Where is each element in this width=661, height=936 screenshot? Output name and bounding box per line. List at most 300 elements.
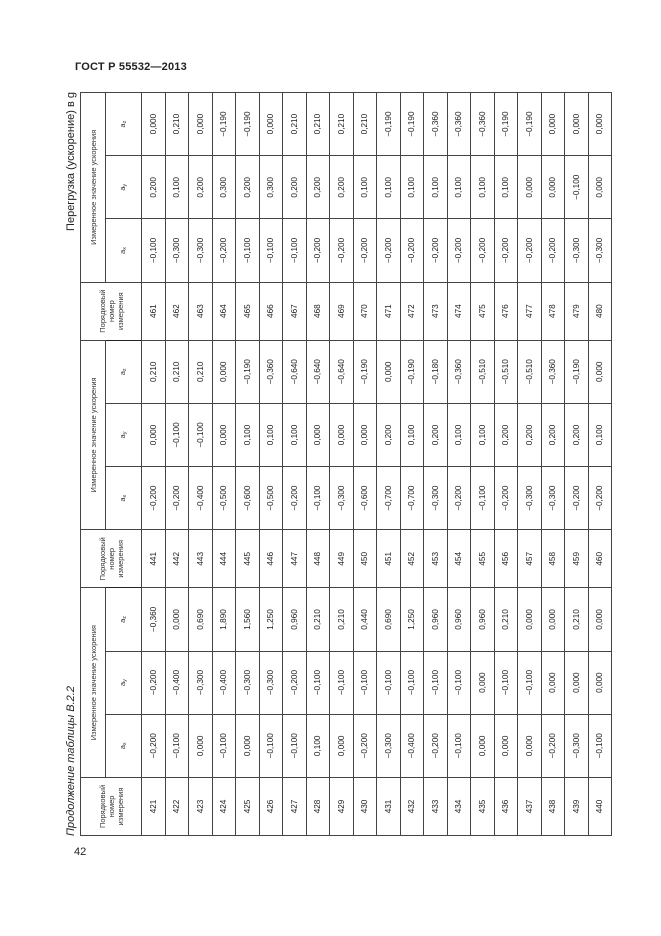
cell-acceleration-value: −0,100 — [565, 156, 589, 219]
header-number-line: номер — [106, 795, 116, 818]
cell-acceleration-value: −0,400 — [400, 714, 424, 777]
cell-measurement-number: 476 — [494, 282, 518, 340]
table-row — [424, 93, 448, 836]
cell-acceleration-value: −0,640 — [330, 340, 354, 403]
cell-acceleration-value: −0,600 — [353, 467, 377, 530]
cell-acceleration-value: 0,100 — [236, 403, 260, 466]
cell-acceleration-value: −0,200 — [142, 714, 166, 777]
cell-acceleration-value: −0,100 — [377, 651, 401, 714]
cell-acceleration-value: 0,100 — [424, 156, 448, 219]
cell-acceleration-value: −0,100 — [165, 403, 189, 466]
header-axis-y — [106, 651, 142, 714]
table-row — [447, 93, 471, 836]
cell-acceleration-value: −0,300 — [189, 219, 213, 282]
cell-acceleration-value: −0,200 — [283, 651, 307, 714]
table-row — [142, 93, 166, 836]
cell-acceleration-value: 0,000 — [588, 93, 612, 156]
header-axis-x — [106, 467, 142, 530]
table-row — [494, 93, 518, 836]
table-row — [236, 93, 260, 836]
axis-symbol: a — [117, 186, 127, 191]
header-axis-z — [106, 588, 142, 651]
cell-acceleration-value: −0,100 — [259, 714, 283, 777]
cell-acceleration-value: 0,960 — [283, 588, 307, 651]
cell-acceleration-value: −0,190 — [236, 93, 260, 156]
cell-acceleration-value: −0,360 — [259, 340, 283, 403]
cell-acceleration-value: 0,210 — [165, 340, 189, 403]
cell-measurement-number: 479 — [565, 282, 589, 340]
cell-acceleration-value: 0,000 — [541, 93, 565, 156]
table-row — [283, 93, 307, 836]
table-row — [212, 93, 236, 836]
cell-measurement-number: 438 — [541, 777, 565, 835]
cell-acceleration-value: −0,100 — [236, 219, 260, 282]
cell-acceleration-value: −0,640 — [283, 340, 307, 403]
cell-measurement-number: 453 — [424, 530, 448, 588]
header-measurement-number — [81, 282, 142, 340]
cell-acceleration-value: 0,200 — [565, 403, 589, 466]
cell-measurement-number: 471 — [377, 282, 401, 340]
cell-measurement-number: 452 — [400, 530, 424, 588]
cell-acceleration-value: −0,400 — [189, 467, 213, 530]
cell-measurement-number: 436 — [494, 777, 518, 835]
cell-acceleration-value: 0,100 — [259, 403, 283, 466]
cell-acceleration-value: −0,300 — [330, 467, 354, 530]
axis-symbol: a — [117, 123, 127, 128]
cell-acceleration-value: 0,200 — [142, 156, 166, 219]
cell-measurement-number: 426 — [259, 777, 283, 835]
cell-acceleration-value: −0,100 — [212, 714, 236, 777]
cell-measurement-number: 463 — [189, 282, 213, 340]
cell-acceleration-value: −0,300 — [424, 467, 448, 530]
axis-subscript: y — [121, 679, 128, 682]
cell-acceleration-value: −0,200 — [541, 219, 565, 282]
cell-acceleration-value: 0,100 — [471, 403, 495, 466]
cell-acceleration-value: 1,250 — [400, 588, 424, 651]
cell-acceleration-value: −0,100 — [494, 651, 518, 714]
cell-acceleration-value: −0,200 — [165, 467, 189, 530]
cell-acceleration-value: −0,300 — [518, 467, 542, 530]
cell-measurement-number: 430 — [353, 777, 377, 835]
cell-acceleration-value: −0,200 — [142, 651, 166, 714]
cell-acceleration-value: −0,360 — [471, 93, 495, 156]
cell-acceleration-value: 0,000 — [541, 651, 565, 714]
cell-acceleration-value: −0,600 — [236, 467, 260, 530]
cell-acceleration-value: 0,960 — [447, 588, 471, 651]
cell-measurement-number: 466 — [259, 282, 283, 340]
units-caption: Перегрузка (ускорение) в g — [65, 92, 77, 231]
cell-acceleration-value: −0,100 — [283, 714, 307, 777]
cell-acceleration-value: 0,440 — [353, 588, 377, 651]
cell-acceleration-value: 0,000 — [518, 714, 542, 777]
cell-measurement-number: 472 — [400, 282, 424, 340]
cell-measurement-number: 423 — [189, 777, 213, 835]
cell-acceleration-value: −0,190 — [494, 93, 518, 156]
cell-measurement-number: 431 — [377, 777, 401, 835]
header-measurement-number — [81, 777, 142, 835]
header-measurement-number — [81, 530, 142, 588]
cell-acceleration-value: 0,210 — [565, 588, 589, 651]
cell-acceleration-value: −0,360 — [424, 93, 448, 156]
cell-measurement-number: 480 — [588, 282, 612, 340]
cell-acceleration-value: −0,200 — [400, 219, 424, 282]
cell-acceleration-value: 0,200 — [377, 403, 401, 466]
cell-acceleration-value: 0,210 — [306, 588, 330, 651]
cell-acceleration-value: 1,250 — [259, 588, 283, 651]
cell-acceleration-value: −0,300 — [565, 219, 589, 282]
axis-symbol: a — [117, 371, 127, 376]
cell-acceleration-value: −0,510 — [518, 340, 542, 403]
cell-acceleration-value: 0,690 — [377, 588, 401, 651]
cell-acceleration-value: −0,190 — [518, 93, 542, 156]
header-acceleration-group: Измеренное значение ускорения — [81, 93, 106, 283]
axis-symbol: a — [117, 497, 127, 502]
cell-acceleration-value: 0,100 — [306, 714, 330, 777]
cell-acceleration-value: 0,000 — [471, 651, 495, 714]
cell-measurement-number: 443 — [189, 530, 213, 588]
cell-acceleration-value: 0,100 — [400, 403, 424, 466]
cell-acceleration-value: 0,200 — [236, 156, 260, 219]
cell-acceleration-value: −0,300 — [588, 219, 612, 282]
cell-measurement-number: 478 — [541, 282, 565, 340]
cell-acceleration-value: −0,200 — [283, 467, 307, 530]
cell-acceleration-value: −0,200 — [424, 714, 448, 777]
cell-acceleration-value: 0,000 — [330, 403, 354, 466]
cell-acceleration-value: −0,190 — [400, 340, 424, 403]
document-header: ГОСТ Р 55532—2013 — [75, 61, 187, 73]
cell-acceleration-value: −0,100 — [447, 714, 471, 777]
cell-acceleration-value: −0,100 — [306, 467, 330, 530]
cell-acceleration-value: 0,100 — [377, 156, 401, 219]
cell-acceleration-value: −0,300 — [377, 714, 401, 777]
cell-measurement-number: 474 — [447, 282, 471, 340]
header-number-line: номер — [106, 300, 116, 323]
cell-acceleration-value: −0,200 — [447, 467, 471, 530]
cell-acceleration-value: −0,200 — [541, 714, 565, 777]
cell-measurement-number: 459 — [565, 530, 589, 588]
cell-acceleration-value: −0,300 — [236, 651, 260, 714]
cell-measurement-number: 465 — [236, 282, 260, 340]
cell-measurement-number: 440 — [588, 777, 612, 835]
cell-acceleration-value: −0,200 — [518, 219, 542, 282]
cell-acceleration-value: 0,000 — [565, 651, 589, 714]
table-row — [400, 93, 424, 836]
cell-measurement-number: 458 — [541, 530, 565, 588]
cell-acceleration-value: 0,210 — [142, 340, 166, 403]
cell-acceleration-value: −0,200 — [353, 219, 377, 282]
cell-acceleration-value: 0,000 — [189, 93, 213, 156]
axis-subscript: y — [121, 431, 128, 435]
cell-acceleration-value: −0,100 — [165, 714, 189, 777]
table-row — [330, 93, 354, 836]
cell-measurement-number: 439 — [565, 777, 589, 835]
cell-acceleration-value: −0,700 — [377, 467, 401, 530]
cell-measurement-number: 441 — [142, 530, 166, 588]
acceleration-table — [80, 92, 612, 836]
axis-symbol: a — [117, 745, 127, 750]
cell-acceleration-value: 0,210 — [306, 93, 330, 156]
cell-acceleration-value: −0,100 — [353, 651, 377, 714]
cell-measurement-number: 447 — [283, 530, 307, 588]
cell-acceleration-value: 1,560 — [236, 588, 260, 651]
cell-acceleration-value: −0,100 — [447, 651, 471, 714]
header-number-line: измерения — [115, 292, 125, 330]
cell-acceleration-value: 0,000 — [518, 156, 542, 219]
cell-acceleration-value: −0,200 — [353, 714, 377, 777]
cell-acceleration-value: 0,200 — [306, 156, 330, 219]
header-number-line: измерения — [115, 787, 125, 826]
cell-measurement-number: 422 — [165, 777, 189, 835]
header-axis-z — [106, 340, 142, 403]
cell-acceleration-value: 0,210 — [189, 340, 213, 403]
cell-measurement-number: 469 — [330, 282, 354, 340]
cell-acceleration-value: −0,400 — [165, 651, 189, 714]
cell-measurement-number: 467 — [283, 282, 307, 340]
cell-acceleration-value: 0,000 — [212, 403, 236, 466]
cell-acceleration-value: −0,200 — [212, 219, 236, 282]
cell-acceleration-value: −0,200 — [494, 467, 518, 530]
cell-acceleration-value: −0,200 — [565, 467, 589, 530]
header-number-line: Порядковый — [97, 784, 107, 829]
axis-subscript: z — [121, 615, 128, 619]
cell-acceleration-value: 0,200 — [424, 403, 448, 466]
cell-acceleration-value: 0,000 — [142, 93, 166, 156]
cell-acceleration-value: 0,100 — [165, 156, 189, 219]
cell-measurement-number: 427 — [283, 777, 307, 835]
axis-symbol: a — [117, 434, 127, 439]
axis-symbol: a — [117, 249, 127, 254]
cell-acceleration-value: 0,000 — [518, 588, 542, 651]
cell-acceleration-value: 0,000 — [236, 714, 260, 777]
cell-measurement-number: 477 — [518, 282, 542, 340]
cell-acceleration-value: 0,000 — [565, 93, 589, 156]
cell-measurement-number: 451 — [377, 530, 401, 588]
cell-acceleration-value: 0,100 — [447, 403, 471, 466]
cell-measurement-number: 445 — [236, 530, 260, 588]
cell-measurement-number: 424 — [212, 777, 236, 835]
cell-acceleration-value: −0,100 — [142, 219, 166, 282]
cell-acceleration-value: −0,300 — [189, 651, 213, 714]
cell-acceleration-value: 0,200 — [541, 403, 565, 466]
cell-acceleration-value: 0,100 — [283, 403, 307, 466]
header-acceleration-group: Измеренное значение ускорения — [81, 588, 106, 778]
table-row — [588, 93, 612, 836]
cell-acceleration-value: 0,100 — [400, 156, 424, 219]
cell-acceleration-value: −0,100 — [330, 651, 354, 714]
cell-measurement-number: 457 — [518, 530, 542, 588]
cell-acceleration-value: 0,200 — [494, 403, 518, 466]
cell-acceleration-value: −0,100 — [283, 219, 307, 282]
cell-acceleration-value: 0,100 — [588, 403, 612, 466]
header-axis-z — [106, 93, 142, 156]
cell-acceleration-value: −0,510 — [471, 340, 495, 403]
cell-acceleration-value: 0,000 — [330, 714, 354, 777]
axis-symbol: a — [117, 618, 127, 623]
rotated-content — [64, 92, 616, 836]
cell-acceleration-value: 0,000 — [212, 340, 236, 403]
cell-acceleration-value: 0,100 — [447, 156, 471, 219]
cell-acceleration-value: −0,190 — [400, 93, 424, 156]
table-row — [518, 93, 542, 836]
header-axis-x — [106, 714, 142, 777]
cell-acceleration-value: −0,200 — [330, 219, 354, 282]
cell-acceleration-value: −0,200 — [377, 219, 401, 282]
axis-subscript: x — [121, 494, 128, 498]
table-row — [259, 93, 283, 836]
cell-acceleration-value: 0,000 — [588, 588, 612, 651]
page-number: 42 — [74, 846, 87, 858]
cell-acceleration-value: −0,190 — [212, 93, 236, 156]
cell-measurement-number: 450 — [353, 530, 377, 588]
table-row — [565, 93, 589, 836]
cell-acceleration-value: 0,210 — [494, 588, 518, 651]
cell-acceleration-value: −0,400 — [212, 651, 236, 714]
header-number-line: номер — [106, 547, 116, 570]
cell-acceleration-value: −0,180 — [424, 340, 448, 403]
cell-measurement-number: 455 — [471, 530, 495, 588]
cell-acceleration-value: 0,200 — [189, 156, 213, 219]
cell-acceleration-value: −0,100 — [306, 651, 330, 714]
cell-acceleration-value: −0,100 — [400, 651, 424, 714]
cell-acceleration-value: 0,690 — [189, 588, 213, 651]
table-continuation-caption: Продолжение таблицы В.2.2 — [65, 686, 77, 836]
axis-subscript: x — [121, 247, 128, 250]
cell-acceleration-value: −0,200 — [447, 219, 471, 282]
cell-acceleration-value: −0,190 — [353, 340, 377, 403]
table-row — [471, 93, 495, 836]
header-axis-y — [106, 156, 142, 219]
cell-acceleration-value: 0,000 — [494, 714, 518, 777]
cell-acceleration-value: −0,190 — [236, 340, 260, 403]
cell-measurement-number: 435 — [471, 777, 495, 835]
cell-acceleration-value: 0,000 — [471, 714, 495, 777]
cell-acceleration-value: 0,200 — [283, 156, 307, 219]
cell-measurement-number: 454 — [447, 530, 471, 588]
cell-acceleration-value: 0,960 — [424, 588, 448, 651]
cell-acceleration-value: 0,210 — [283, 93, 307, 156]
cell-acceleration-value: 0,210 — [330, 93, 354, 156]
cell-acceleration-value: 0,000 — [353, 403, 377, 466]
cell-acceleration-value: −0,200 — [494, 219, 518, 282]
header-number-line: измерения — [115, 539, 125, 578]
axis-subscript: x — [121, 742, 128, 746]
cell-measurement-number: 464 — [212, 282, 236, 340]
cell-acceleration-value: 0,100 — [471, 156, 495, 219]
axis-subscript: y — [121, 183, 128, 187]
cell-measurement-number: 470 — [353, 282, 377, 340]
cell-measurement-number: 461 — [142, 282, 166, 340]
cell-acceleration-value: −0,360 — [142, 588, 166, 651]
cell-acceleration-value: −0,100 — [518, 651, 542, 714]
header-axis-x — [106, 219, 142, 282]
header-number-line: Порядковый — [97, 289, 107, 333]
cell-acceleration-value: 0,210 — [165, 93, 189, 156]
cell-acceleration-value: −0,300 — [259, 651, 283, 714]
cell-acceleration-value: 0,210 — [353, 93, 377, 156]
cell-acceleration-value: 0,000 — [306, 403, 330, 466]
cell-measurement-number: 446 — [259, 530, 283, 588]
cell-acceleration-value: −0,700 — [400, 467, 424, 530]
cell-acceleration-value: −0,190 — [565, 340, 589, 403]
cell-acceleration-value: 0,000 — [588, 651, 612, 714]
header-number-line: Порядковый — [97, 537, 107, 581]
cell-acceleration-value: −0,360 — [447, 340, 471, 403]
cell-acceleration-value: 0,200 — [518, 403, 542, 466]
cell-acceleration-value: −0,500 — [212, 467, 236, 530]
cell-acceleration-value: −0,360 — [541, 340, 565, 403]
cell-acceleration-value: −0,100 — [588, 714, 612, 777]
cell-acceleration-value: 0,960 — [471, 588, 495, 651]
cell-acceleration-value: −0,200 — [424, 219, 448, 282]
cell-acceleration-value: 0,000 — [142, 403, 166, 466]
cell-acceleration-value: 0,000 — [259, 93, 283, 156]
cell-acceleration-value: −0,190 — [377, 93, 401, 156]
cell-acceleration-value: 0,200 — [330, 156, 354, 219]
cell-measurement-number: 475 — [471, 282, 495, 340]
cell-acceleration-value: −0,200 — [142, 467, 166, 530]
cell-measurement-number: 456 — [494, 530, 518, 588]
cell-acceleration-value: 1,890 — [212, 588, 236, 651]
cell-acceleration-value: −0,640 — [306, 340, 330, 403]
table-row — [165, 93, 189, 836]
cell-acceleration-value: −0,100 — [424, 651, 448, 714]
cell-acceleration-value: −0,200 — [306, 219, 330, 282]
cell-measurement-number: 449 — [330, 530, 354, 588]
cell-measurement-number: 468 — [306, 282, 330, 340]
cell-measurement-number: 462 — [165, 282, 189, 340]
cell-measurement-number: 437 — [518, 777, 542, 835]
cell-acceleration-value: −0,300 — [565, 714, 589, 777]
cell-measurement-number: 442 — [165, 530, 189, 588]
cell-acceleration-value: −0,100 — [259, 219, 283, 282]
cell-measurement-number: 425 — [236, 777, 260, 835]
cell-acceleration-value: 0,000 — [377, 340, 401, 403]
rotated-table-area — [64, 92, 616, 836]
cell-measurement-number: 432 — [400, 777, 424, 835]
cell-acceleration-value: −0,510 — [494, 340, 518, 403]
cell-acceleration-value: −0,360 — [447, 93, 471, 156]
cell-acceleration-value: −0,300 — [541, 467, 565, 530]
table-row — [306, 93, 330, 836]
cell-measurement-number: 473 — [424, 282, 448, 340]
cell-acceleration-value: 0,000 — [588, 340, 612, 403]
table-row — [189, 93, 213, 836]
cell-acceleration-value: 0,100 — [494, 156, 518, 219]
cell-measurement-number: 433 — [424, 777, 448, 835]
cell-measurement-number: 448 — [306, 530, 330, 588]
cell-acceleration-value: 0,100 — [353, 156, 377, 219]
cell-acceleration-value: −0,100 — [471, 467, 495, 530]
cell-acceleration-value: 0,000 — [541, 588, 565, 651]
cell-measurement-number: 444 — [212, 530, 236, 588]
cell-acceleration-value: 0,000 — [189, 714, 213, 777]
cell-measurement-number: 428 — [306, 777, 330, 835]
cell-measurement-number: 421 — [142, 777, 166, 835]
cell-acceleration-value: −0,500 — [259, 467, 283, 530]
axis-subscript: z — [121, 368, 128, 372]
table-row — [541, 93, 565, 836]
cell-acceleration-value: −0,300 — [165, 219, 189, 282]
table-row — [377, 93, 401, 836]
cell-acceleration-value: −0,200 — [588, 467, 612, 530]
header-axis-y — [106, 403, 142, 466]
cell-measurement-number: 460 — [588, 530, 612, 588]
cell-acceleration-value: 0,300 — [259, 156, 283, 219]
cell-acceleration-value: 0,000 — [588, 156, 612, 219]
header-acceleration-group: Измеренное значение ускорения — [81, 340, 106, 530]
table-row — [353, 93, 377, 836]
axis-subscript: z — [121, 120, 128, 124]
